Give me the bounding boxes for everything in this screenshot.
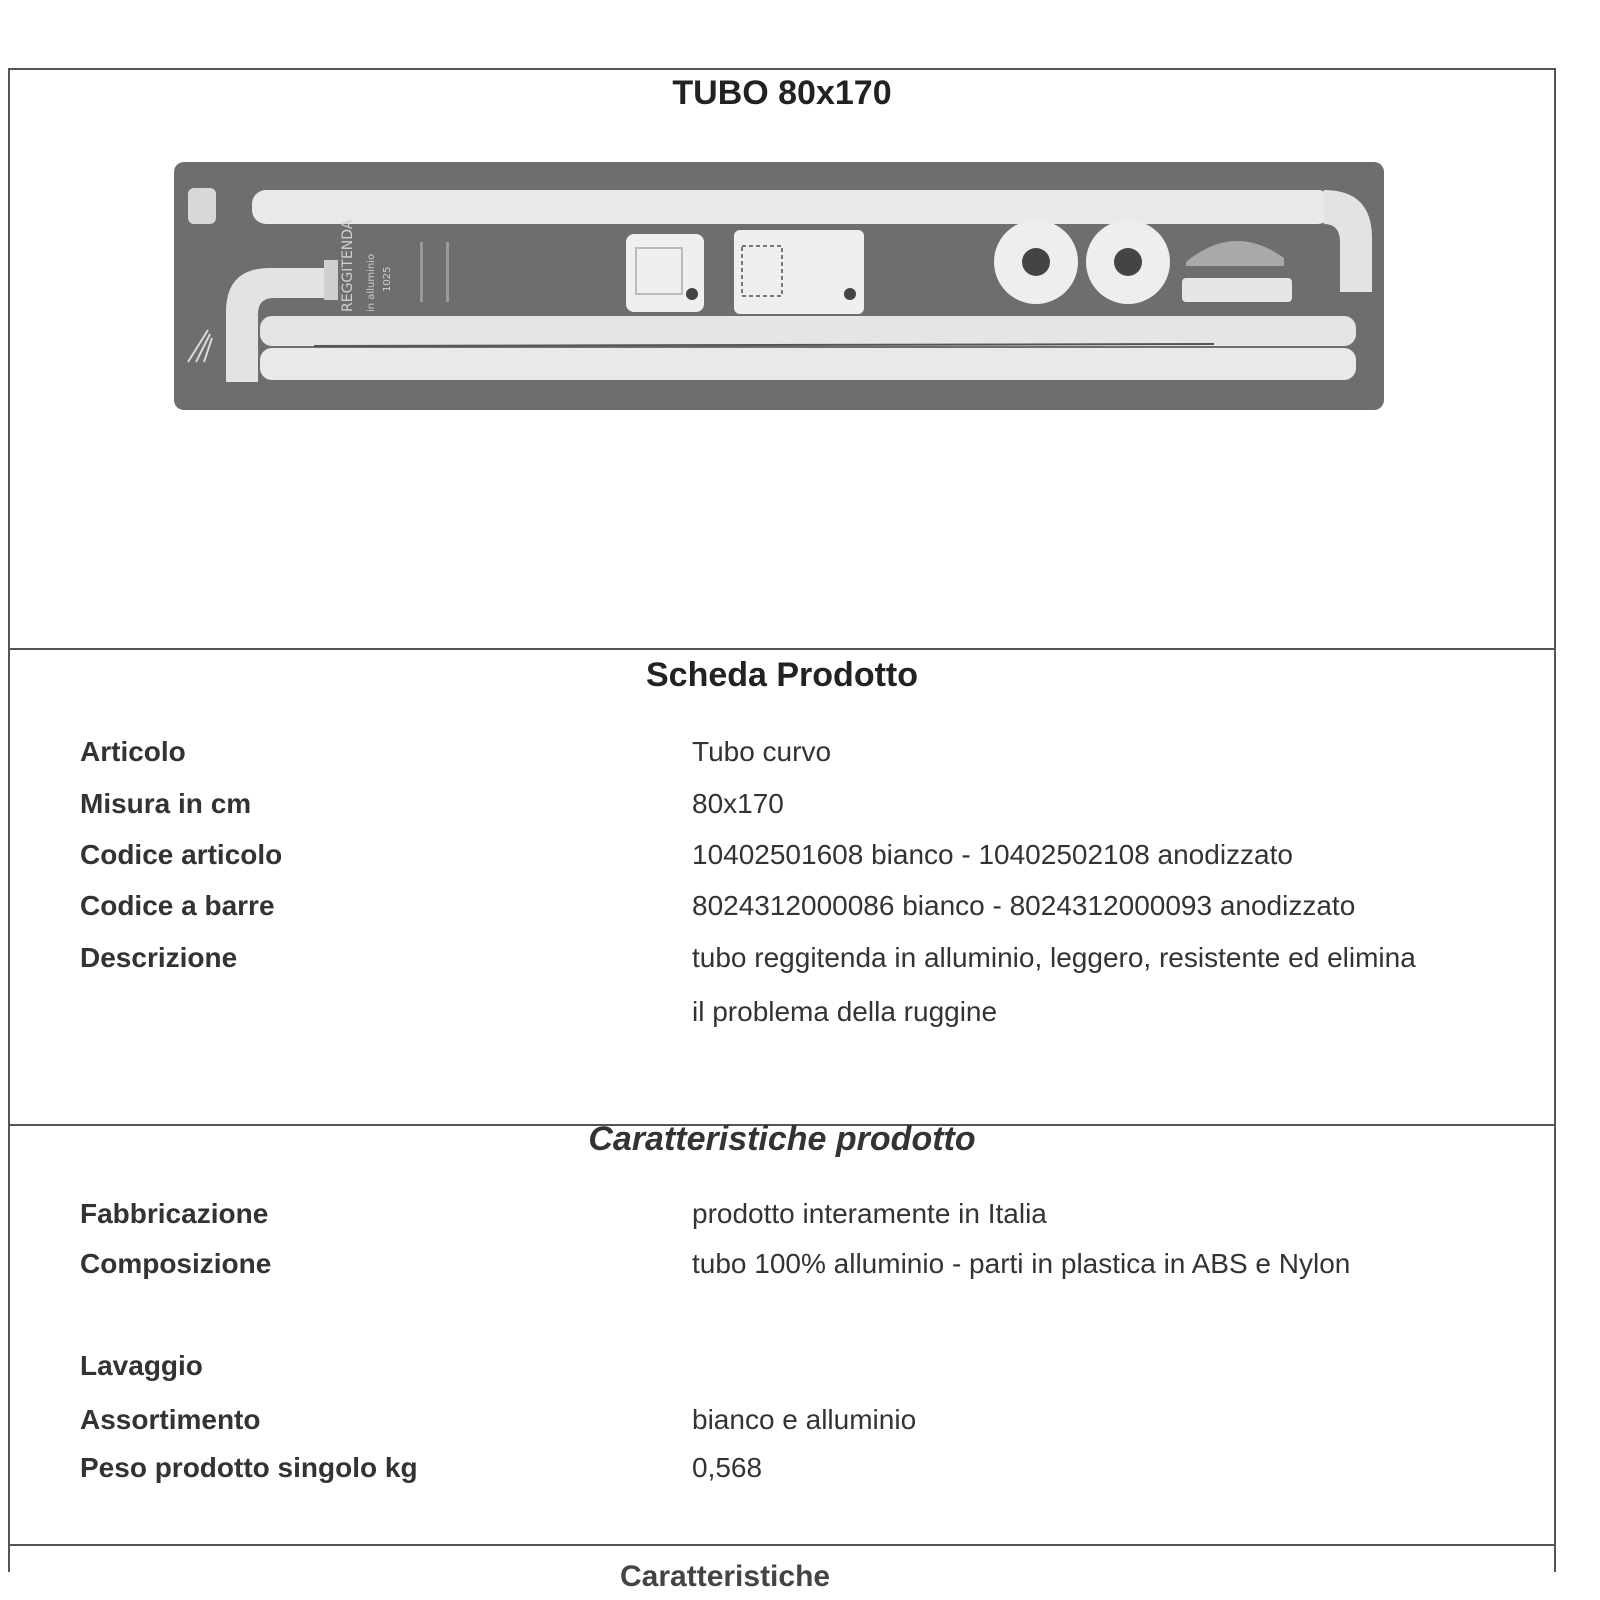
feature-label: Composizione: [80, 1248, 272, 1279]
caratteristiche-section: [10, 1120, 1554, 1546]
scheda-heading: Scheda Prodotto: [645, 656, 919, 694]
product-package-photo: [174, 162, 1384, 410]
feature-label: Lavaggio: [80, 1350, 203, 1381]
feature-value: 0,568: [692, 1452, 763, 1483]
product-sheet-frame: [8, 68, 1556, 1593]
spec-label: Misura in cm: [80, 788, 252, 819]
package-brand-text: REGGITENDA: [340, 219, 356, 312]
spec-label: Articolo: [80, 736, 186, 767]
feature-label: Assortimento: [80, 1404, 261, 1435]
spec-value: 10402501608 bianco - 10402502108 anodizzato: [692, 839, 1293, 870]
spec-label: Descrizione: [80, 942, 238, 973]
package-sub-text: in alluminio: [366, 253, 377, 312]
product-title: TUBO 80x170: [672, 74, 892, 112]
next-section-heading-cutoff: Caratteristiche: [620, 1560, 831, 1593]
spec-label: Codice a barre: [80, 890, 275, 921]
product-header-section: [10, 70, 1554, 650]
spec-value: tubo reggitenda in alluminio, leggero, resistente ed elimina: [692, 942, 1416, 973]
scheda-prodotto-section: [10, 650, 1554, 1126]
spec-value: 8024312000086 bianco - 8024312000093 anodizzato: [692, 890, 1356, 921]
package-code-text: 1025: [382, 266, 393, 292]
spec-value: Tubo curvo: [692, 736, 832, 767]
feature-label: Peso prodotto singolo kg: [80, 1452, 418, 1483]
spec-value: 80x170: [692, 788, 784, 819]
feature-value: prodotto interamente in Italia: [692, 1198, 1047, 1229]
feature-label: Fabbricazione: [80, 1198, 269, 1229]
feature-value: tubo 100% alluminio - parti in plastica in ABS e Nylon: [692, 1248, 1351, 1279]
spec-label: Codice articolo: [80, 839, 283, 870]
spec-value-line2: il problema della ruggine: [692, 996, 998, 1027]
feature-value: bianco e alluminio: [692, 1404, 917, 1435]
caratteristiche-heading: Caratteristiche prodotto: [588, 1120, 976, 1158]
